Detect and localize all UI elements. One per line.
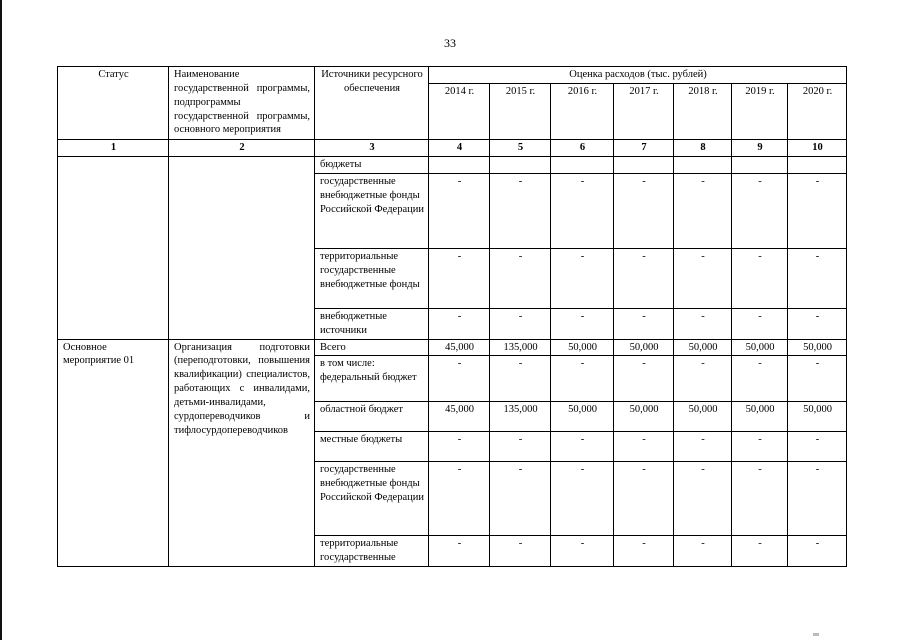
value-cell: - [614, 462, 674, 536]
header-year: 2019 г. [732, 84, 788, 140]
value-cell: - [788, 173, 847, 248]
source-cell: государственные внебюджетные фонды Российской Федерации [315, 173, 429, 248]
column-number: 7 [614, 140, 674, 157]
value-cell [788, 156, 847, 173]
column-number: 4 [429, 140, 490, 157]
value-cell: 50,000 [788, 402, 847, 432]
column-number: 10 [788, 140, 847, 157]
value-cell: - [732, 536, 788, 567]
value-cell: - [788, 462, 847, 536]
source-cell: в том числе: федеральный бюджет [315, 356, 429, 402]
column-number: 2 [169, 140, 315, 157]
value-cell: - [788, 356, 847, 402]
value-cell: - [732, 432, 788, 462]
column-number-row [58, 140, 847, 157]
value-cell: - [732, 356, 788, 402]
value-cell: 50,000 [551, 402, 614, 432]
source-cell: областной бюджет [315, 402, 429, 432]
value-cell: - [674, 308, 732, 339]
value-cell: - [674, 536, 732, 567]
value-cell: - [490, 356, 551, 402]
header-row-1 [58, 67, 847, 84]
value-cell: - [614, 356, 674, 402]
value-cell: - [732, 248, 788, 308]
value-cell: - [429, 536, 490, 567]
header-sources: Источники ресурсного обеспечения [315, 67, 429, 140]
value-cell: - [614, 173, 674, 248]
value-cell: - [551, 248, 614, 308]
value-cell: 50,000 [614, 402, 674, 432]
value-cell: - [788, 308, 847, 339]
header-name: Наименование государственной программы, подпрограммы государственной программы, основного мероприятия [169, 67, 315, 140]
value-cell: 45,000 [429, 339, 490, 356]
value-cell: 135,000 [490, 339, 551, 356]
value-cell: - [788, 432, 847, 462]
value-cell: - [429, 173, 490, 248]
source-cell: государственные внебюджетные фонды Российской Федерации [315, 462, 429, 536]
header-year: 2015 г. [490, 84, 551, 140]
value-cell: - [551, 462, 614, 536]
value-cell: - [429, 248, 490, 308]
status-cell: Основное мероприятие 01 [58, 339, 169, 567]
value-cell [551, 156, 614, 173]
header-year: 2014 г. [429, 84, 490, 140]
source-cell: внебюджетные источники [315, 308, 429, 339]
value-cell: - [614, 308, 674, 339]
value-cell: - [551, 173, 614, 248]
value-cell: - [490, 308, 551, 339]
value-cell: - [429, 432, 490, 462]
header-year: 2016 г. [551, 84, 614, 140]
value-cell: - [732, 308, 788, 339]
status-cell [58, 156, 169, 339]
value-cell: - [788, 536, 847, 567]
name-cell: Организация подготовки (переподготовки, повышения квалификации) специалистов, работающих с инвалидами, детьми-инвалидами, сурдопереводчиков и тифлосурдопереводчиков [169, 339, 315, 567]
value-cell: - [674, 462, 732, 536]
header-year: 2018 г. [674, 84, 732, 140]
header-expenses: Оценка расходов (тыс. рублей) [429, 67, 847, 84]
source-cell: местные бюджеты [315, 432, 429, 462]
value-cell: - [614, 248, 674, 308]
column-number: 6 [551, 140, 614, 157]
header-year: 2017 г. [614, 84, 674, 140]
value-cell: - [551, 536, 614, 567]
value-cell: - [732, 462, 788, 536]
page-number: 33 [444, 36, 456, 50]
source-cell: бюджеты [315, 156, 429, 173]
column-number: 1 [58, 140, 169, 157]
value-cell: 50,000 [788, 339, 847, 356]
value-cell: 50,000 [551, 339, 614, 356]
name-cell [169, 156, 315, 339]
value-cell: - [674, 173, 732, 248]
value-cell: 50,000 [614, 339, 674, 356]
value-cell: - [429, 356, 490, 402]
value-cell [732, 156, 788, 173]
value-cell: - [490, 432, 551, 462]
scan-artifact [813, 633, 819, 636]
value-cell: - [732, 173, 788, 248]
value-cell: - [490, 536, 551, 567]
column-number: 9 [732, 140, 788, 157]
column-number: 5 [490, 140, 551, 157]
expense-table [57, 66, 847, 567]
value-cell: 135,000 [490, 402, 551, 432]
value-cell: 45,000 [429, 402, 490, 432]
page-left-edge [0, 0, 2, 640]
value-cell: - [788, 248, 847, 308]
value-cell: - [551, 356, 614, 402]
value-cell: - [429, 462, 490, 536]
value-cell: - [490, 462, 551, 536]
value-cell [674, 156, 732, 173]
header-status: Статус [58, 67, 169, 140]
column-number: 8 [674, 140, 732, 157]
value-cell: 50,000 [732, 402, 788, 432]
value-cell: - [674, 248, 732, 308]
header-year: 2020 г. [788, 84, 847, 140]
column-number: 3 [315, 140, 429, 157]
value-cell [490, 156, 551, 173]
value-cell: - [551, 308, 614, 339]
value-cell: 50,000 [732, 339, 788, 356]
value-cell: 50,000 [674, 402, 732, 432]
value-cell: - [551, 432, 614, 462]
value-cell: - [490, 248, 551, 308]
table-row [58, 156, 847, 173]
source-cell: территориальные государственные [315, 536, 429, 567]
value-cell: - [490, 173, 551, 248]
value-cell: - [614, 432, 674, 462]
value-cell: 50,000 [674, 339, 732, 356]
value-cell: - [674, 356, 732, 402]
source-cell: Всего [315, 339, 429, 356]
table-row [58, 339, 847, 356]
value-cell: - [614, 536, 674, 567]
value-cell [614, 156, 674, 173]
source-cell: территориальные государственные внебюджетные фонды [315, 248, 429, 308]
value-cell: - [674, 432, 732, 462]
value-cell: - [429, 308, 490, 339]
value-cell [429, 156, 490, 173]
